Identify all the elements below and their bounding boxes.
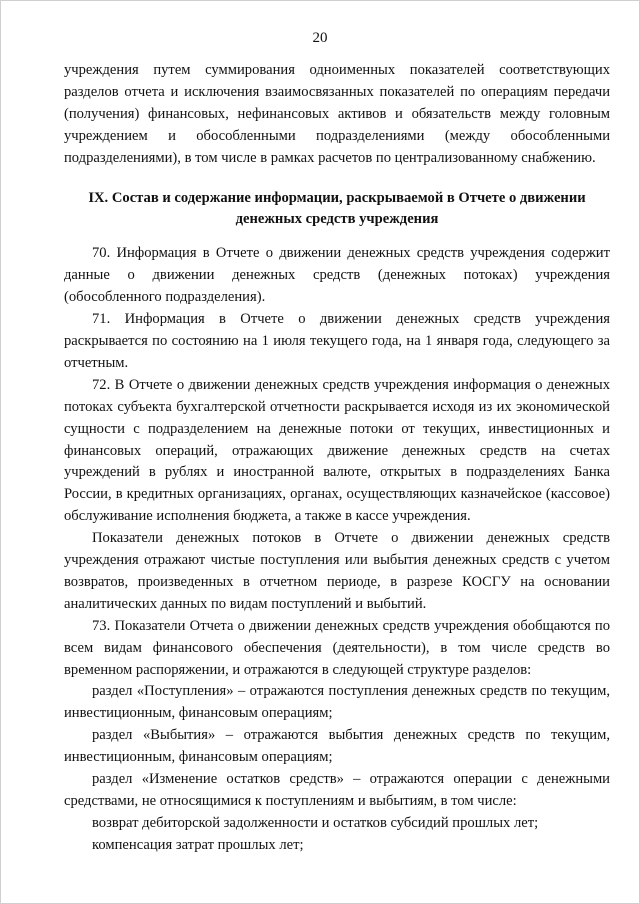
paragraph-72: 72. В Отчете о движении денежных средств учреждения информация о денежных потоках субъекта бухгалтерской отчетности раскрывается исходя из их экономической сущности с подразделением на денежные потоки от текущих, инвестиционных и финансовых операций, отражающих движение денежных средств на счетах учреждений в рублях и иностранной валюте, открытых в подразделениях Банка России, в кредитных организациях, органах, осуществляющих казначейское (кассовое) обслуживание исполнения бюджета, а также в кассе учреждения.	[64, 376, 610, 525]
list-item-receivables-return: возврат дебиторской задолженности и остатков субсидий прошлых лет;	[92, 814, 539, 831]
intro-paragraph: учреждения путем суммирования одноименных показателей соответствующих разделов отчета и исключения взаимосвязанных показателей по операциям передачи (получения) финансовых, нефинансовых активов и обязательств между головным учреждением и обособленными подразделениями (между обособленными подразделениями), в том числе в рамках расчетов по централизованному снабжению.	[64, 62, 610, 166]
list-item-receipts-section: раздел «Поступления» – отражаются поступления денежных средств по текущим, инвестиционным, финансовым операциям;	[64, 683, 610, 722]
paragraph-70: 70. Информация в Отчете о движении денежных средств учреждения содержит данные о движении денежных средств (денежных потоках) учреждения (обособленного подразделения).	[64, 245, 610, 306]
paragraph-71: 71. Информация в Отчете о движении денежных средств учреждения раскрывается по состоянию на 1 июля текущего года, на 1 января года, следующего за отчетным.	[64, 311, 610, 371]
section-heading: IX. Состав и содержание информации, раскрываемой в Отчете о движении денежных средств учреждения	[88, 189, 586, 228]
list-item-balance-change-section: раздел «Изменение остатков средств» – отражаются операции с денежными средствами, не относящимися к поступлениям и выбытиям, в том числе:	[64, 771, 610, 809]
page-number: 20	[312, 30, 328, 46]
page-content	[64, 60, 610, 857]
paragraph-72-indicators: Показатели денежных потоков в Отчете о движении денежных средств учреждения отражают чистые поступления или выбытия денежных средств с учетом возвратов, произведенных в отчетном периоде, в разрезе КОСГУ на основании аналитических данных по видам поступлений и выбытий.	[64, 530, 610, 612]
list-item-disposals-section: раздел «Выбытия» – отражаются выбытия денежных средств по текущим, инвестиционным, финансовым операциям;	[64, 727, 610, 766]
list-item-cost-compensation: компенсация затрат прошлых лет;	[92, 836, 304, 853]
paragraph-73: 73. Показатели Отчета о движении денежных средств учреждения обобщаются по всем видам финансового обеспечения (деятельности), в том числе средств во временном распоряжении, и отражаются в следующей структуре разделов:	[64, 617, 610, 678]
